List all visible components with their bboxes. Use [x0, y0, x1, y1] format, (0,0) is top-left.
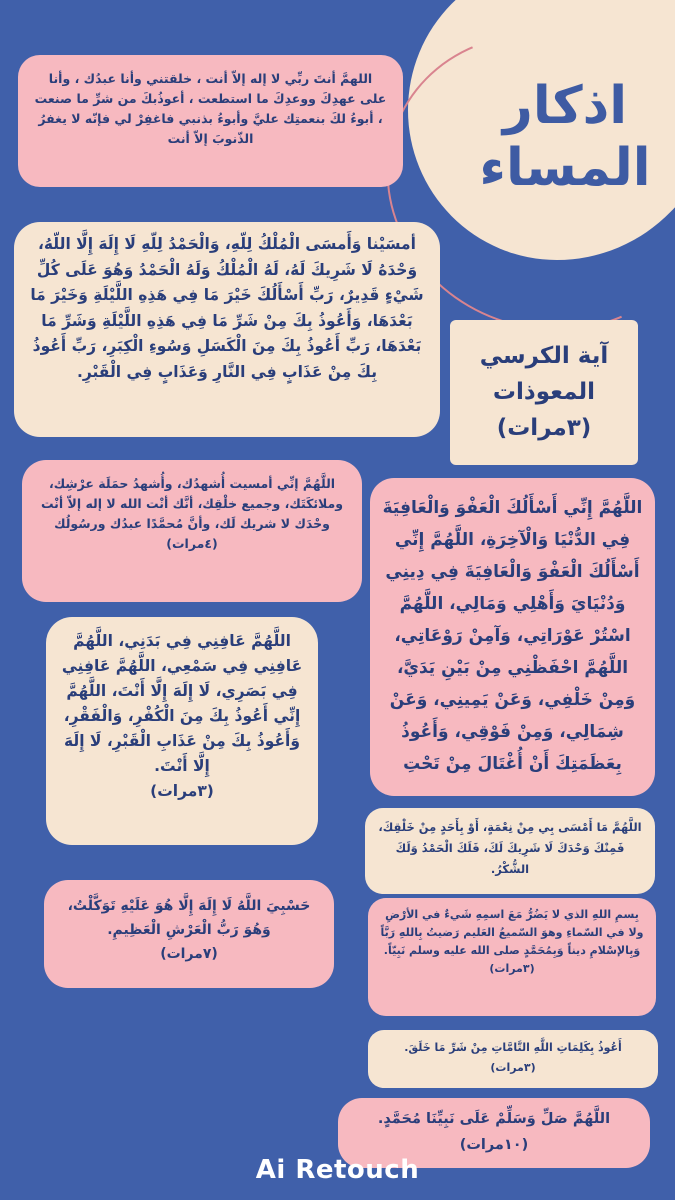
dhikr-text: اللَّهُمَّ عَافِنِي فِي بَدَنِي، اللَّهُمَّ عَافِنِي فِي سَمْعِي، اللَّهُمَّ عَافِنِي فِي بَصَرِي، لَا إِلَهَ إِلَّا أَنْتَ، اللَّهُمَّ إِنِّي أَعُوذُ بِكَ مِنَ الْكُفْرِ، وَالْفَقْرِ، وَأَعُوذُ بِكَ مِنْ عَذَابِ الْقَبْرِ، لَا إِلَهَ إِلَّا أَنْتَ.: [61, 632, 303, 775]
repetition-count: (٣مرات): [489, 962, 535, 975]
page-title: [455, 75, 675, 199]
dhikr-text: بِسمِ اللهِ الذي لا يَضُرُّ مَعَ اسمِهِ شَيءٌ في الأرْضِ ولا في السّماءِ وهوَ السّميعُ العَليم رَضيتُ بِاللهِ رَبَّاً وَبِالإسْلامِ ديناً وَبِمُحَمَّدٍ صلى الله عليه وسلم نَبِيّاً.: [380, 908, 644, 957]
title-line-2: المساء: [479, 138, 651, 198]
dhikr-card-ayat-kursi: [450, 320, 638, 465]
dhikr-text: اللَّهُمَّ صَلِّ وَسَلِّمْ عَلَى نَبِيِّنَا مُحَمَّدٍ.: [377, 1111, 611, 1127]
dhikr-text: اللَّهُمَّ مَا أَمْسَى بِي مِنْ نِعْمَةٍ، أَوْ بِأَحَدٍ مِنْ خَلْقِكَ، فَمِنْكَ وَحْدَكَ لَا شَرِيكَ لَكَ، فَلَكَ الْحَمْدُ وَلَكَ الشُّكْرُ.: [378, 820, 642, 876]
repetition-count: (٧مرات): [160, 946, 218, 962]
dhikr-text: حَسْبِيَ اللَّهُ لَا إِلَهَ إِلَّا هُوَ عَلَيْهِ تَوَكَّلْتُ، وَهُوَ رَبُّ الْعَرْشِ الْعَظِيمِ.: [67, 898, 311, 938]
dhikr-card-afiyah: [370, 478, 655, 796]
dhikr-text: اللَّهُمَّ إِنِّي أَسْأَلُكَ الْعَفْوَ وَالْعَافِيَةَ فِي الدُّنْيَا وَالْآخِرَةِ، اللَّهُمَّ إِنِّي أَسْأَلُكَ الْعَفْوَ وَالْعَافِيَةَ فِي دِينِي وَدُنْيَايَ وَأَهْلِي وَمَالِي، اللَّهُمَّ اسْتُرْ عَوْرَاتِي، وَآمِنْ رَوْعَاتِي، اللَّهُمَّ احْفَظْنِي مِنْ بَيْنِ يَدَيَّ، وَمِنْ خَلْفِي، وَعَنْ يَمِينِي، وَعَنْ شِمَالِي، وَمِنْ فَوْقِي، وَأَعُوذُ بِعَظَمَتِكَ أَنْ أُغْتَالَ مِنْ تَحْتِ: [382, 498, 643, 774]
repetition-count: (٣مرات): [150, 782, 214, 800]
repetition-count: (٣مرات): [490, 1061, 536, 1074]
dhikr-card-sayyid-istighfar: [18, 55, 403, 187]
card-line-1: آية الكرسي: [479, 343, 609, 369]
title-line-1: اذكار: [502, 76, 628, 136]
dhikr-card-audhu-bikalimat: [368, 1030, 658, 1088]
ai-retouch-logo: Ai Retouch: [255, 1155, 420, 1185]
dhikr-card-bismillah: [368, 898, 656, 1016]
repetition-count: (٤مرات): [166, 536, 218, 551]
dhikr-text: أمسَيْنا وَأَمسَى الْمُلْكُ لِلّهِ، وَالْحَمْدُ لِلّهِ لَا إِلَهَ إِلَّا اللّهُ، وَحْدَهُ لَا شَرِيكَ لَهُ، لَهُ الْمُلْكُ وَلَهُ الْحَمْدُ وَهُوَ عَلَى كُلِّ شَيْءٍ قَدِيرٌ، رَبِّ أَسْأَلُكَ خَيْرَ مَا فِي هَذِهِ اللَّيْلَةِ وَخَيْرَ مَا بَعْدَهَا، وَأَعُوذُ بِكَ مِنْ شَرِّ مَا فِي هَذِهِ اللَّيْلَةِ وَشَرِّ مَا بَعْدَهَا، رَبِّ أَعُوذُ بِكَ مِنَ الْكَسَلِ وَسُوءِ الْكِبَرِ، رَبِّ أَعُوذُ بِكَ مِنْ عَذَابٍ فِي النَّارِ وَعَذَابٍ فِي الْقَبْرِ.: [30, 235, 424, 381]
repetition-count: (١٠مرات): [459, 1137, 529, 1153]
dhikr-text: اللهمَّ أنتَ ربِّي لا إله إلاّ أنت ، خلقتني وأنا عبدُك ، وأنا على عهدِكَ ووعدِكَ ما استطعت ، أعوذُبكَ من شرِّ ما صنعت ، أبوءُ لكَ بنعمتِك عليَّ وأبوءُ بذنبي فاغفِرْ لي فإنّه لا يغفرُ الذّنوبَ إلاّ أنت: [34, 71, 387, 146]
dhikr-card-afini-fi-badani: [46, 617, 318, 845]
dhikr-card-ma-amsa-bi: [365, 808, 655, 894]
dhikr-text: أَعُوذُ بِكَلِمَاتِ اللَّهِ التَّامَّاتِ مِنْ شَرِّ مَا خَلَقَ.: [404, 1041, 622, 1054]
card-line-2: المعوذات: [492, 379, 596, 405]
dhikr-card-amsayna: [14, 222, 440, 437]
repetition-count: (٣مرات): [496, 415, 592, 441]
dhikr-text: اللَّهُمَّ إنِّي أمسيت أُشهدُك، وأُشهدُ حمَلَة عرْشِك، وملائكَتَك، وجميع خلْقِك، أنَّك أنْت الله لا إله إلاّ أنْت وحْدَك لا شريك لَك، وأنَّ مُحمَّدًا عبدُك ورسُولُك: [40, 476, 344, 531]
dhikr-card-ushhiduk: [22, 460, 362, 602]
dhikr-card-hasbiyallah: [44, 880, 334, 988]
